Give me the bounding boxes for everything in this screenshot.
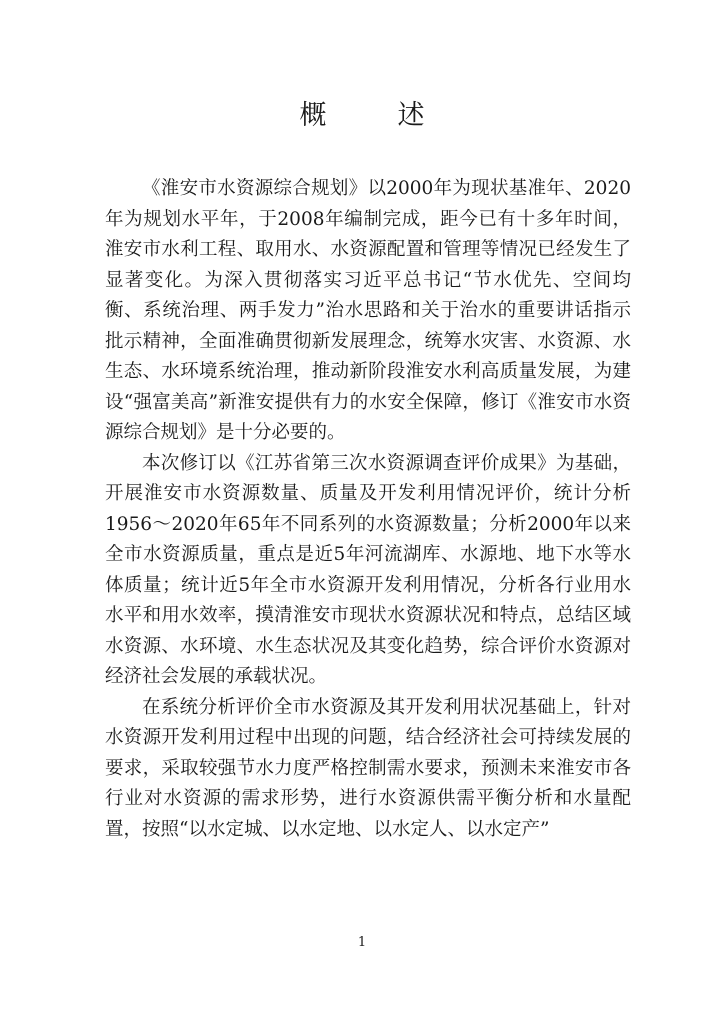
paragraph-1: 《淮安市水资源综合规划》以2000年为现状基准年、2020年为规划水平年，于2008年编制完成，距今已有十多年时间，淮安市水利工程、取用水、水资源配置和管理等情况已经发生了显著变化。为深入贯彻落实习近平总书记“节水优先、空间均衡、系统治理、两手发力”治水思路和关于治水的重要讲话指示批示精神，全面准确贯彻新发展理念，统筹水灾害、水资源、水生态、水环境系统治理，推动新阶段淮安水利高质量发展，为建设“强富美高”新淮安提供有力的水安全保障，修订《淮安市水资源综合规划》是十分必要的。	[105, 178, 631, 443]
paragraph-2: 本次修订以《江苏省第三次水资源调查评价成果》为基础，开展淮安市水资源数量、质量及开发利用情况评价，统计分析1956～2020年65年不同系列的水资源数量；分析2000年以来全市水资源质量，重点是近5年河流湖库、水源地、地下水等水体质量；统计近5年全市水资源开发利用情况，分析各行业用水水平和用水效率，摸清淮安市现状水资源状况和特点，总结区域水资源、水环境、水生态状况及其变化趋势，综合评价水资源对经济社会发展的承载状况。	[105, 452, 631, 687]
paragraph-3: 在系统分析评价全市水资源及其开发利用状况基础上，针对水资源开发利用过程中出现的问题，结合经济社会可持续发展的要求，采取较强节水力度严格控制需水要求，预测未来淮安市各行业对水资源的需求形势，进行水资源供需平衡分析和水量配置，按照“以水定城、以水定地、以水定人、以水定产”	[105, 696, 631, 840]
body-text	[105, 174, 631, 845]
page-number: 1	[357, 935, 367, 950]
page-title: 概 述	[299, 100, 447, 131]
